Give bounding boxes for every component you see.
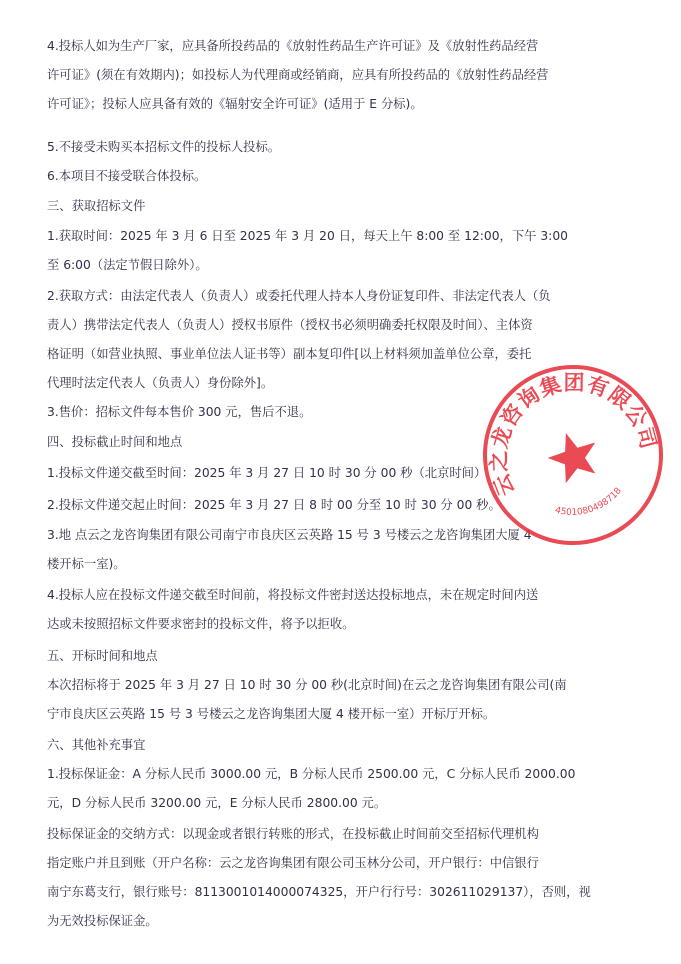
text-line: 达或未按照招标文件要求密封的投标文件，将予以拒收。 <box>47 617 355 631</box>
text-line: 宁市良庆区云英路 15 号 3 号楼云之龙咨询集团大厦 4 楼开标一室）开标厅开标。 <box>47 707 496 721</box>
s4-item-2-text: 2.投标文件递交起止时间：2025 年 3 月 27 日 8 时 00 分至 10 时 30 分 00 秒。 <box>47 498 501 512</box>
text-line: 投标保证金的交纳方式：以现金或者银行转账的形式，在投标截止时间前交至招标代理机构 <box>47 827 539 841</box>
text-line: 南宁东葛支行，银行账号：8113001014000074325，开户行行号：302611029137），否则，视 <box>47 885 591 899</box>
item-6-text: 6.本项目不接受联合体投标。 <box>47 169 207 183</box>
section-3-heading: 三、获取招标文件 <box>47 199 146 213</box>
s4-item-4-paragraph <box>47 581 637 639</box>
text-line: 指定账户并且到账（开户名称：云之龙咨询集团有限公司玉林分公司，开户银行：中信银行 <box>47 856 539 870</box>
section-6-heading: 六、其他补充事宜 <box>47 738 146 752</box>
text-line: 2.获取方式：由法定代表人（负责人）或委托代理人持本人身份证复印件、非法定代表人（负 <box>47 289 551 303</box>
section-5-heading: 五、开标时间和地点 <box>47 649 158 663</box>
s5-paragraph <box>47 671 637 729</box>
text-line: 本次招标将于 2025 年 3 月 27 日 10 时 30 分 00 秒(北京时间)在云之龙咨询集团有限公司(南 <box>47 678 567 692</box>
text-line: 4.投标人如为生产厂家，应具备所投药品的《放射性药品生产许可证》及《放射性药品经营 <box>47 39 539 53</box>
s4-item-1-text: 1.投标文件递交截至时间：2025 年 3 月 27 日 10 时 30 分 00 秒（北京时间） <box>47 466 487 480</box>
text-line: 3.地 点云之龙咨询集团有限公司南宁市良庆区云英路 15 号 3 号楼云之龙咨询集团大厦 4 <box>47 528 532 542</box>
s3-item-3-text: 3.售价：招标文件每本售价 300 元，售后不退。 <box>47 405 312 419</box>
s4-item-3-paragraph <box>47 521 637 579</box>
seal-name-textpath: 云之龙咨询集团有限公司 <box>486 370 661 500</box>
text-line: 4.投标人应在投标文件递交截至时间前，将投标文件密封送达投标地点，未在规定时间内送 <box>47 588 539 602</box>
s6-deposit-paragraph <box>47 820 637 936</box>
text-line: 代理时法定代表人（负责人）身份除外]。 <box>47 376 274 390</box>
text-line: 元，D 分标人民币 3200.00 元，E 分标人民币 2800.00 元。 <box>47 796 387 810</box>
item-5-text: 5.不接受未购买本招标文件的投标人投标。 <box>47 140 281 154</box>
text-line: 许可证》(须在有效期内)；如投标人为代理商或经销商，应具有所投药品的《放射性药品经营 <box>47 68 549 82</box>
text-line: 1.投标保证金：A 分标人民币 3000.00 元，B 分标人民币 2500.00 元，C 分标人民币 2000.00 <box>47 767 576 781</box>
s6-item-1-paragraph <box>47 760 637 818</box>
text-line: 许可证》；投标人应具备有效的《辐射安全许可证》(适用于 E 分标)。 <box>47 97 423 111</box>
s3-item-2-paragraph <box>47 282 637 398</box>
text-line: 格证明（如营业执照、事业单位法人证书等）副本复印件[以上材料须加盖单位公章，委托 <box>47 347 532 361</box>
text-line: 至 6:00（法定节假日除外）。 <box>47 258 208 272</box>
seal-star-icon <box>542 425 604 486</box>
text-line: 为无效投标保证金。 <box>47 914 158 928</box>
seal-code-textpath: 4501080498718 <box>553 486 624 518</box>
text-line: 楼开标一室)。 <box>47 557 126 571</box>
item-4-paragraph <box>47 32 637 119</box>
seal-code-text <box>551 484 627 526</box>
section-4-heading: 四、投标截止时间和地点 <box>47 435 183 449</box>
s3-item-1-paragraph <box>47 222 637 280</box>
text-line: 责人）携带法定代表人（负责人）授权书原件（授权书必须明确委托权限及时间）、主体资 <box>47 318 533 332</box>
text-line: 1.获取时间：2025 年 3 月 6 日至 2025 年 3 月 20 日，每天上午 8:00 至 12:00，下午 3:00 <box>47 229 568 243</box>
